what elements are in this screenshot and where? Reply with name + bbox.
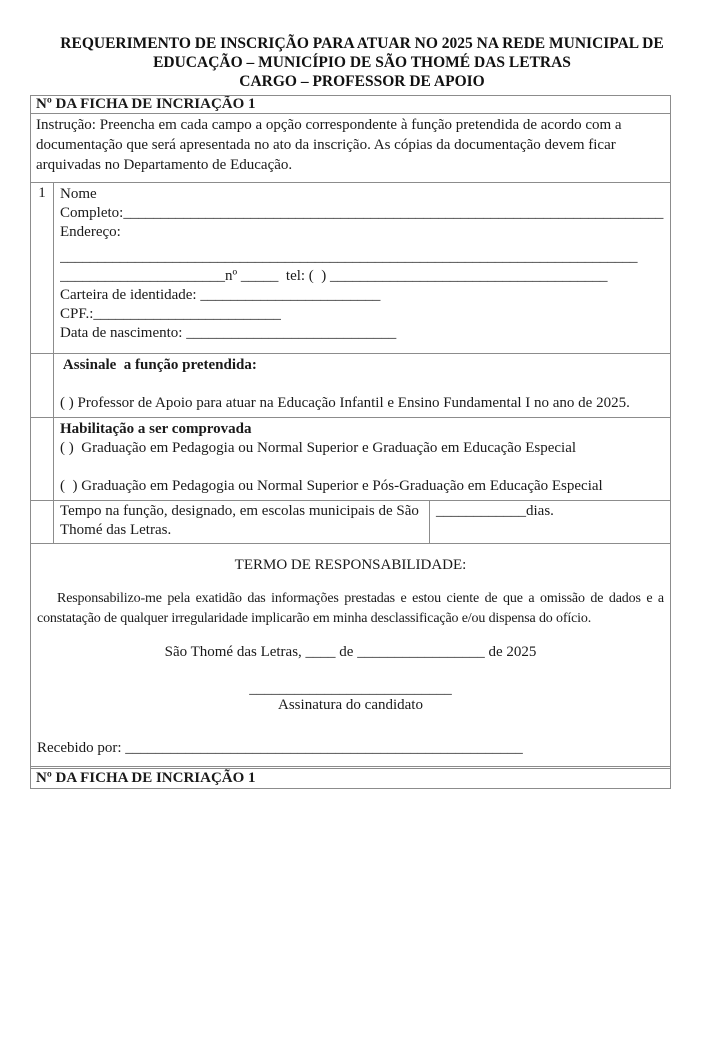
item-number-column bbox=[31, 501, 54, 543]
identification-fields bbox=[54, 183, 670, 353]
item-number-cell: 1 bbox=[31, 183, 54, 353]
termo-responsabilidade-section bbox=[31, 544, 670, 767]
identification-row bbox=[31, 183, 670, 354]
field-numero-tel: ______________________nº _____ tel: ( ) _____________________________________ bbox=[60, 268, 608, 284]
habilitacao-section bbox=[54, 418, 670, 500]
funcao-option-checkbox: ( ) Professor de Apoio para atuar na Educação Infantil e Ensino Fundamental I no ano de 2025. bbox=[60, 395, 630, 411]
signature-label: Assinatura do candidato bbox=[278, 697, 423, 713]
field-endereco-label: Endereço: bbox=[60, 224, 121, 240]
field-nome-label: Nome bbox=[60, 186, 97, 202]
page-title-line-1: REQUERIMENTO DE INSCRIÇÃO PARA ATUAR NO 2025 NA REDE MUNICIPAL DE bbox=[60, 35, 664, 52]
field-endereco-fill-line: _____________________________________________________________________________ bbox=[60, 249, 638, 265]
tempo-label: Tempo na função, designado, em escolas municipais de São Thomé das Letras. bbox=[54, 501, 430, 543]
registration-form-table bbox=[30, 95, 671, 789]
ficha-number-header-bottom: Nº DA FICHA DE INCRIAÇÃO 1 bbox=[31, 768, 670, 788]
spacer bbox=[60, 458, 664, 477]
page-title bbox=[6, 34, 718, 91]
tempo-row bbox=[31, 501, 670, 544]
signature-fill-line: ___________________________ bbox=[249, 681, 452, 697]
funcao-section bbox=[54, 354, 670, 417]
habilitacao-option-2-checkbox: ( ) Graduação em Pedagogia ou Normal Superior e Pós-Graduação em Educação Especial bbox=[60, 478, 603, 494]
field-data-nascimento: Data de nascimento: ____________________________ bbox=[60, 325, 397, 341]
field-nome-completo: Completo:________________________________________________________________________ bbox=[60, 205, 664, 221]
tempo-dias-field: ____________dias. bbox=[436, 503, 554, 519]
funcao-row bbox=[31, 354, 670, 418]
funcao-heading: Assinale a função pretendida: bbox=[60, 357, 257, 373]
recebido-por-field: Recebido por: _____________________________________________________ bbox=[37, 740, 523, 756]
document-page bbox=[0, 34, 724, 1058]
termo-paragraph: Responsabilizo-me pela exatidão das informações prestadas e estou ciente de que a omissão de dados e a constatação de qualquer irregularidade implicarão em minha desclassificação e/ou dispensa do ofício. bbox=[37, 591, 664, 626]
item-number-column bbox=[31, 418, 54, 500]
field-carteira-identidade: Carteira de identidade: ________________________ bbox=[60, 287, 381, 303]
item-number-column bbox=[31, 354, 54, 417]
field-cpf: CPF.:_________________________ bbox=[60, 306, 281, 322]
page-title-line-3: CARGO – PROFESSOR DE APOIO bbox=[239, 73, 485, 90]
ficha-number-header-top: Nº DA FICHA DE INCRIAÇÃO 1 bbox=[31, 96, 670, 114]
instruction-text: Instrução: Preencha em cada campo a opção correspondente à função pretendida de acordo com a documentação que será apresentada no ato da inscrição. As cópias da documentação devem ficar arquivadas no Departamento de Educação. bbox=[36, 117, 622, 173]
habilitacao-heading: Habilitação a ser comprovada bbox=[60, 421, 252, 437]
termo-date-line: São Thomé das Letras, ____ de _________________ de 2025 bbox=[164, 644, 537, 660]
spacer bbox=[60, 375, 664, 394]
page-title-line-2: EDUCAÇÃO – MUNICÍPIO DE SÃO THOMÉ DAS LETRAS bbox=[153, 54, 571, 71]
termo-heading: TERMO DE RESPONSABILIDADE: bbox=[234, 557, 467, 573]
habilitacao-option-1-checkbox: ( ) Graduação em Pedagogia ou Normal Superior e Graduação em Educação Especial bbox=[60, 440, 577, 456]
instruction-row bbox=[31, 114, 670, 183]
habilitacao-row bbox=[31, 418, 670, 501]
